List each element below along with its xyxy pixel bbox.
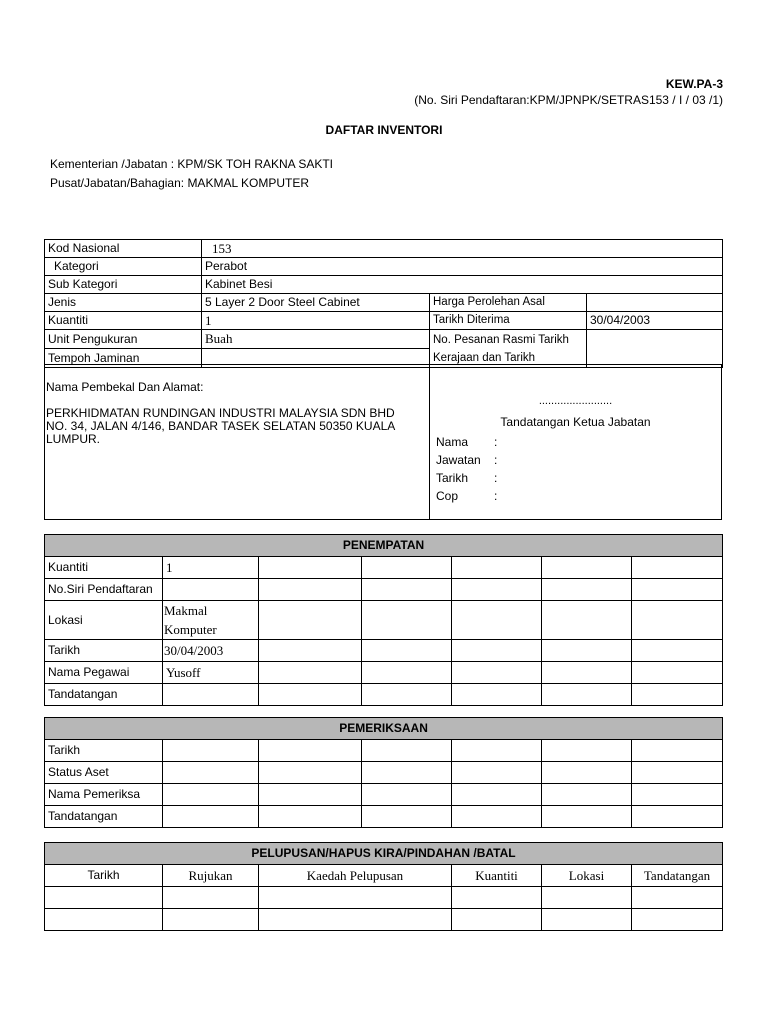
signature-field-label: Tarikh [436, 471, 469, 485]
row-value [163, 684, 259, 706]
row-label: Nama Pegawai [45, 662, 163, 684]
signature-field-label: Cop [436, 489, 459, 503]
table-row [45, 662, 723, 684]
col-header-lokasi: Lokasi [542, 865, 632, 887]
pelupusan-table [44, 842, 723, 931]
col-header-kuantiti: Kuantiti [452, 865, 542, 887]
signature-fields [436, 433, 497, 505]
row-label: Lokasi [45, 601, 163, 640]
harga-value [587, 294, 723, 312]
table-row [45, 806, 723, 828]
signature-field-jawatan [436, 451, 497, 469]
pesanan-value [587, 330, 723, 368]
harga-label: Harga Perolehan Asal [430, 294, 587, 312]
col-header-tarikh: Tarikh [45, 865, 163, 887]
row-label: Tandatangan [45, 684, 163, 706]
table-row [45, 640, 723, 662]
signature-dots: ........................ [538, 395, 613, 407]
unit-label: Unit Pengukuran [45, 330, 202, 349]
table-row [45, 762, 723, 784]
signature-field-nama [436, 433, 497, 451]
row-value [163, 579, 259, 601]
table-row [45, 684, 723, 706]
sub-kategori-label: Sub Kategori [45, 276, 202, 294]
signature-field-label: Jawatan [436, 453, 481, 467]
signature-field-sep: : [494, 435, 498, 449]
signature-field-cop [436, 487, 497, 505]
tarikh-diterima-label: Tarikh Diterima [430, 312, 587, 330]
center-line: Pusat/Jabatan/Bahagian: MAKMAL KOMPUTER [50, 176, 310, 190]
jenis-value: 5 Layer 2 Door Steel Cabinet [202, 294, 430, 312]
col-header-tandatangan: Tandatangan [632, 865, 723, 887]
pesanan-label-line-1: No. Pesanan Rasmi Tarikh [433, 334, 569, 346]
pelupusan-title: PELUPUSAN/HAPUS KIRA/PINDAHAN /BATAL [45, 843, 723, 865]
supplier-address: PERKHIDMATAN RUNDINGAN INDUSTRI MALAYSIA SDN BHD NO. 34, JALAN 4/146, BANDAR TASEK SELATAN 50350 KUALA LUMPUR. [46, 406, 395, 446]
signature-field-sep: : [494, 453, 498, 467]
pemeriksaan-title: PEMERIKSAAN [45, 718, 723, 740]
row-value: Yusoff [163, 662, 259, 684]
jenis-label: Jenis [45, 294, 202, 312]
penempatan-table [44, 534, 723, 706]
kuantiti-label: Kuantiti [45, 312, 202, 330]
table-row [45, 601, 723, 640]
table-row [45, 909, 723, 931]
kod-nasional-value: 153 [202, 240, 723, 258]
row-label: Nama Pemeriksa [45, 784, 163, 806]
pesanan-label-line-2: Kerajaan dan Tarikh [433, 352, 536, 364]
signature-field-label: Nama [436, 435, 469, 449]
row-label: Tarikh [45, 740, 163, 762]
signature-field-sep: : [494, 471, 498, 485]
table-row [45, 740, 723, 762]
kuantiti-value: 1 [202, 312, 430, 330]
row-label: Status Aset [45, 762, 163, 784]
asset-details-table [44, 239, 723, 368]
table-row [45, 579, 723, 601]
kategori-value: Perabot [202, 258, 723, 276]
col-header-rujukan: Rujukan [163, 865, 259, 887]
row-label: No.Siri Pendaftaran [45, 579, 163, 601]
signature-title: Tandatangan Ketua Jabatan [500, 415, 651, 429]
registration-line: (No. Siri Pendaftaran:KPM/JPNPK/SETRAS153 / I / 03 /1) [414, 93, 723, 107]
ministry-line: Kementerian /Jabatan : KPM/SK TOH RAKNA SAKTI [50, 157, 334, 171]
signature-field-sep: : [494, 489, 498, 503]
supplier-box [44, 364, 430, 520]
unit-value: Buah [202, 330, 430, 349]
table-header-row [45, 865, 723, 887]
row-label: Kuantiti [45, 557, 163, 579]
row-label: Tarikh [45, 640, 163, 662]
tarikh-diterima-value: 30/04/2003 [587, 312, 723, 330]
col-header-kaedah: Kaedah Pelupusan [259, 865, 452, 887]
sub-kategori-value: Kabinet Besi [202, 276, 723, 294]
pemeriksaan-table [44, 717, 723, 828]
page-title: DAFTAR INVENTORI [325, 123, 443, 137]
row-label: Tandatangan [45, 806, 163, 828]
table-row [45, 887, 723, 909]
pesanan-label [430, 330, 587, 368]
supplier-label: Nama Pembekal Dan Alamat: [46, 380, 204, 394]
row-value: 30/04/2003 [163, 640, 259, 662]
signature-box [429, 364, 722, 520]
penempatan-title: PENEMPATAN [45, 535, 723, 557]
table-row [45, 557, 723, 579]
row-value: Makmal Komputer [163, 601, 259, 640]
signature-field-tarikh [436, 469, 497, 487]
form-code: KEW.PA-3 [665, 77, 723, 91]
row-value: 1 [163, 557, 259, 579]
jaminan-label: Tempoh Jaminan [45, 349, 202, 368]
kategori-label: Kategori [45, 258, 202, 276]
table-row [45, 784, 723, 806]
kod-nasional-label: Kod Nasional [45, 240, 202, 258]
